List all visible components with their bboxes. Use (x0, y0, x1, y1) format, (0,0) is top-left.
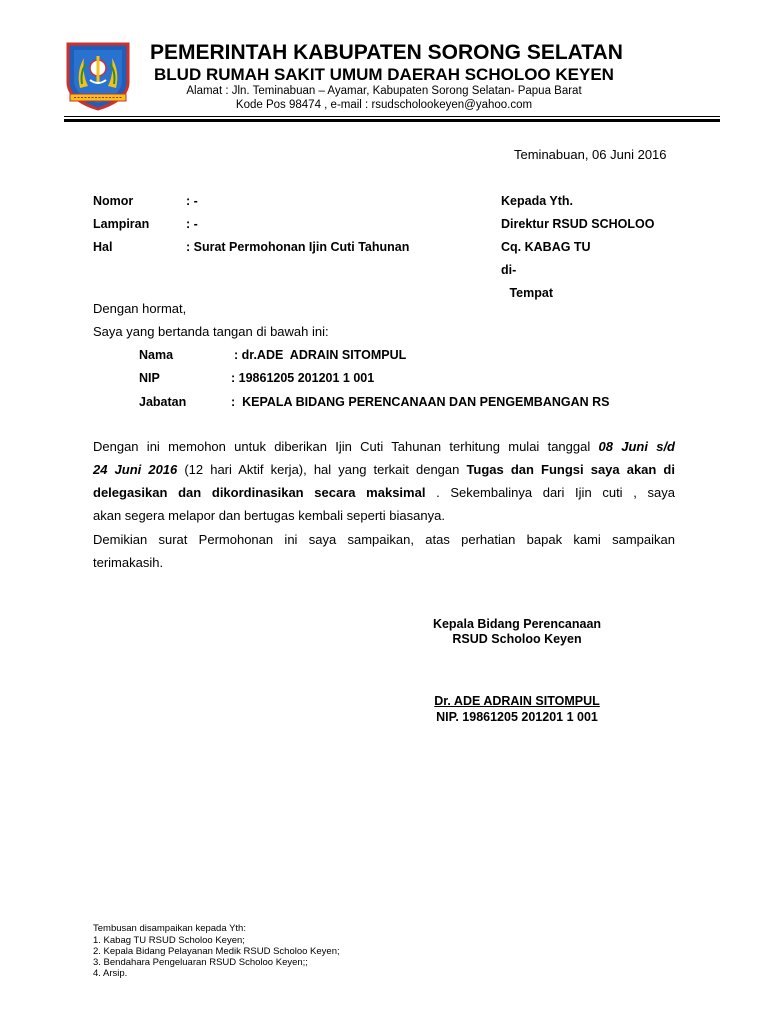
paragraph-line: delegasikan dan dikordinasikan secara maksimal . Sekembalinya dari Ijin cuti , saya (93, 485, 675, 500)
signature-institution: RSUD Scholoo Keyen (452, 632, 582, 646)
cc-item: 1. Kabag TU RSUD Scholoo Keyen; (93, 935, 245, 946)
intro-text: Saya yang bertanda tangan di bawah ini: (93, 324, 329, 339)
regency-emblem-icon (64, 38, 132, 112)
identity-value-nama: : dr.ADE ADRAIN SITOMPUL (234, 348, 407, 362)
leave-end-date: 24 Juni 2016 (93, 462, 178, 477)
recipient-line: Kepada Yth. (501, 194, 574, 208)
signature-position: Kepala Bidang Perencanaan (432, 617, 602, 631)
letterhead-address: Alamat : Jln. Teminabuan – Ayamar, Kabupaten Sorong Selatan- Papua Barat (186, 85, 582, 97)
recipient-line: Cq. KABAG TU (501, 240, 591, 254)
meta-label-hal: Hal (93, 240, 113, 254)
letterhead-contact: Kode Pos 98474 , e-mail : rsudscholookeyen@yahoo.com (235, 99, 533, 111)
cc-item: 2. Kepala Bidang Pelayanan Medik RSUD Scholoo Keyen; (93, 946, 340, 957)
leave-start-date: 08 Juni s/d (598, 439, 675, 454)
meta-label-lampiran: Lampiran (93, 217, 150, 231)
identity-label-nama: Nama (139, 348, 174, 362)
paragraph-line: Dengan ini memohon untuk diberikan Ijin Cuti Tahunan terhitung mulai tanggal 08 Juni s/d (93, 439, 675, 454)
letterhead-divider-thin (64, 116, 720, 117)
paragraph-line: akan segera melapor dan bertugas kembali seperti biasanya. (93, 508, 445, 523)
recipient-line: di- (501, 263, 517, 277)
closing-line: Demikian surat Permohonan ini saya sampaikan, atas perhatian bapak kami sampaikan (93, 532, 675, 547)
recipient-line: Tempat (506, 286, 553, 300)
closing-line: terimakasih. (93, 555, 164, 570)
identity-value-jabatan: : KEPALA BIDANG PERENCANAAN DAN PENGEMBANGAN RS (231, 395, 610, 409)
letterhead-title: PEMERINTAH KABUPATEN SORONG SELATAN (150, 41, 623, 64)
letterhead-divider-thick (64, 119, 720, 122)
cc-title: Tembusan disampaikan kepada Yth: (93, 923, 246, 934)
recipient-line: Direktur RSUD SCHOLOO (501, 217, 655, 231)
identity-value-nip: : 19861205 201201 1 001 (231, 371, 375, 385)
meta-label-nomor: Nomor (93, 194, 134, 208)
meta-value-lampiran: : - (186, 217, 198, 231)
cc-item: 3. Bendahara Pengeluaran RSUD Scholoo Keyen;; (93, 957, 308, 968)
paragraph-line: 24 Juni 2016 (12 hari Aktif kerja), hal yang terkait dengan Tugas dan Fungsi saya akan di (93, 462, 675, 477)
greeting: Dengan hormat, (93, 301, 187, 316)
signature-name: Dr. ADE ADRAIN SITOMPUL (434, 694, 600, 708)
meta-value-nomor: : - (186, 194, 198, 208)
signature-nip: NIP. 19861205 201201 1 001 (436, 710, 598, 724)
cc-item: 4. Arsip. (93, 968, 128, 979)
letter-date: Teminabuan, 06 Juni 2016 (514, 147, 667, 162)
identity-label-jabatan: Jabatan (139, 395, 187, 409)
letterhead-subtitle: BLUD RUMAH SAKIT UMUM DAERAH SCHOLOO KEYEN (154, 65, 614, 84)
identity-label-nip: NIP (139, 371, 160, 385)
meta-value-hal: : Surat Permohonan Ijin Cuti Tahunan (186, 240, 410, 254)
